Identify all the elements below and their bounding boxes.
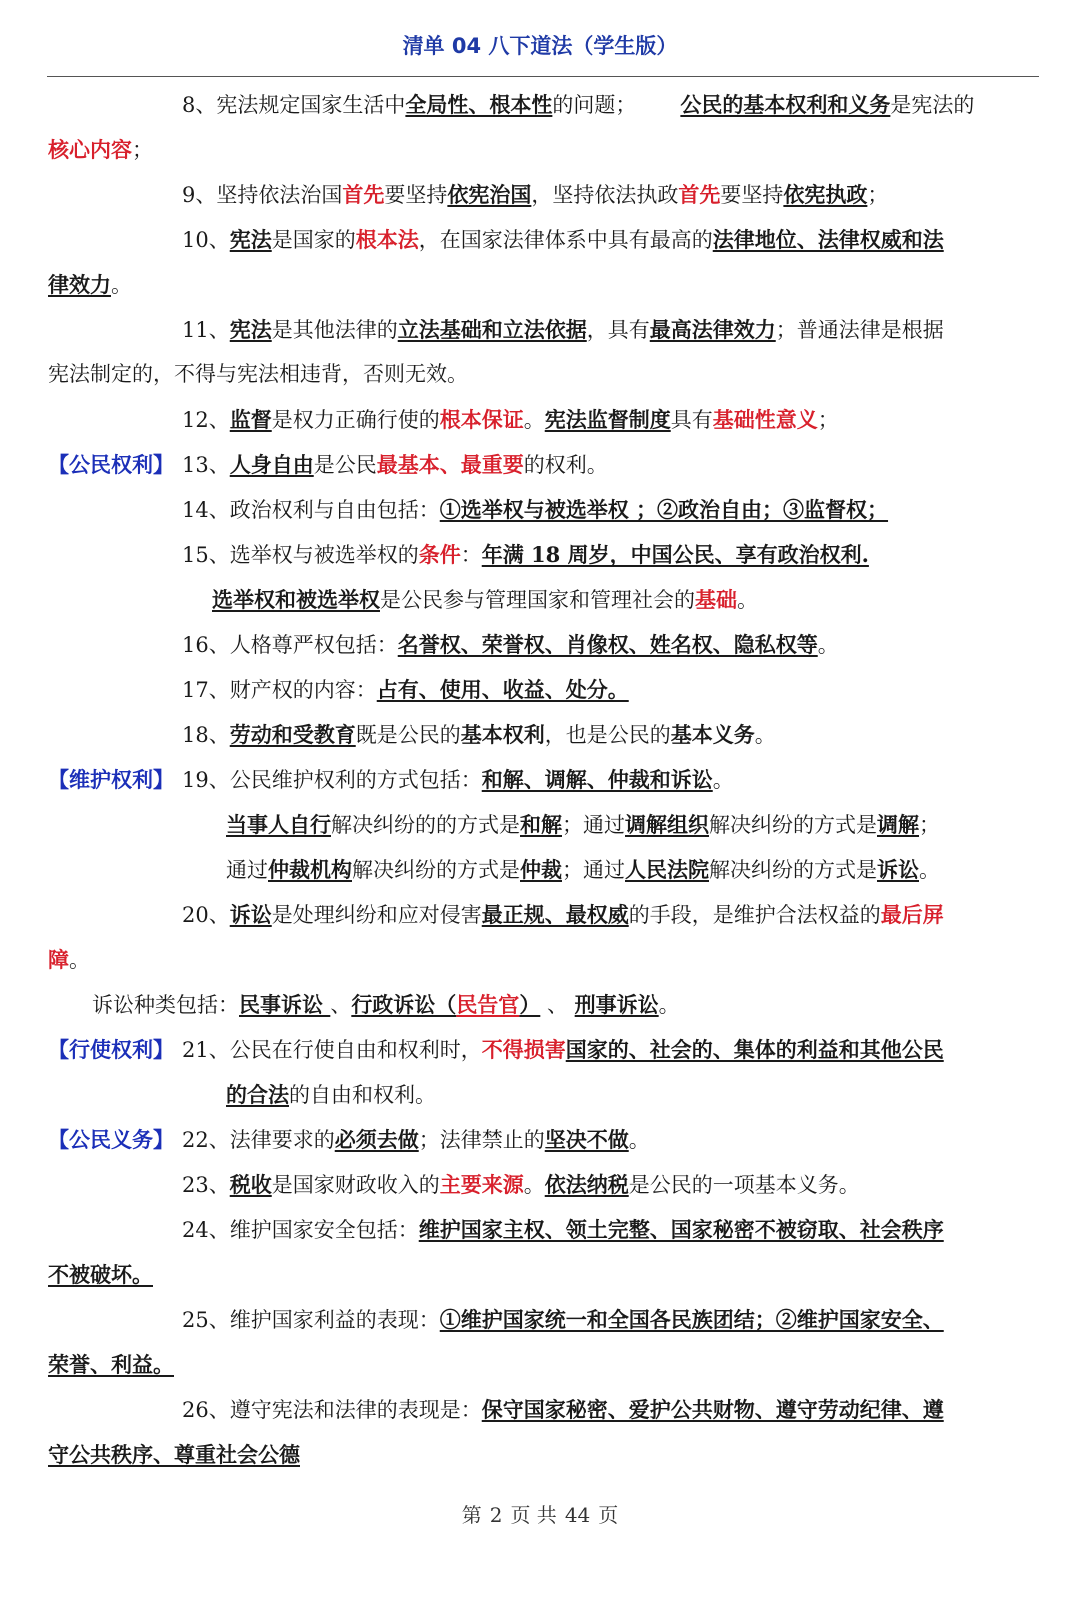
item-22: 【公民义务】 22、法律要求的必须去做；法律禁止的坚决不做。	[48, 1117, 1038, 1162]
page-title: 清单 04 八下道法（学生版）	[402, 34, 678, 58]
item-23: 23、税收是国家财政收入的主要来源。依法纳税是公民的一项基本义务。	[182, 1172, 860, 1197]
item-26-cont: 守公共秩序、尊重社会公德	[48, 1442, 300, 1467]
header-rule	[47, 76, 1039, 77]
item-24: 24、维护国家安全包括：维护国家主权、领土完整、国家秘密不被窃取、社会秩序	[182, 1217, 944, 1242]
item-20: 20、诉讼是处理纠纷和应对侵害最正规、最权威的手段，是维护合法权益的最后屏	[182, 902, 944, 927]
item-9: 9、坚持依法治国首先要坚持依宪治国，坚持依法执政首先要坚持依宪执政；	[182, 182, 889, 207]
item-25: 25、维护国家利益的表现：①维护国家统一和全国各民族团结；②维护国家安全、	[182, 1307, 944, 1332]
item-15-cont: 选举权和被选举权是公民参与管理国家和管理社会的基础。	[212, 587, 758, 612]
item-8: 8、宪法规定国家生活中全局性、根本性的问题； 公民的基本权利和义务是宪法的	[182, 92, 975, 117]
section-tag-exercise: 【行使权利】	[48, 1037, 174, 1062]
item-20-cont: 障。	[48, 947, 90, 972]
item-19-cont-1: 当事人自行解决纠纷的的方式是和解；通过调解组织解决纠纷的方式是调解；	[226, 812, 940, 837]
item-8-cont: 核心内容；	[48, 137, 153, 162]
item-19-cont-2: 通过仲裁机构解决纠纷的方式是仲裁；通过人民法院解决纠纷的方式是诉讼。	[226, 857, 940, 882]
item-21: 【行使权利】 21、公民在行使自由和权利时，不得损害国家的、社会的、集体的利益和其他公民	[48, 1027, 1038, 1072]
item-14: 14、政治权利与自由包括：①选举权与被选举权 ；②政治自由；③监督权；	[182, 497, 889, 522]
item-10-cont: 律效力。	[48, 272, 132, 297]
item-21-cont: 的合法的自由和权利。	[226, 1082, 436, 1107]
item-20-lawsuit-types: 诉讼种类包括：民事诉讼 、行政诉讼（民告官） 、 刑事诉讼。	[92, 992, 680, 1017]
page-total: 44	[564, 1503, 591, 1527]
item-11: 11、宪法是其他法律的立法基础和立法依据，具有最高法律效力；普通法律是根据	[182, 317, 944, 342]
section-tag-protect: 【维护权利】	[48, 767, 174, 792]
item-12: 12、监督是权力正确行使的根本保证。宪法监督制度具有基础性意义；	[182, 407, 839, 432]
item-19: 【维护权利】 19、公民维护权利的方式包括：和解、调解、仲裁和诉讼。	[48, 757, 1038, 802]
item-13: 【公民权利】 13、人身自由是公民最基本、最重要的权利。	[48, 442, 1038, 487]
page-number: 2	[489, 1503, 503, 1527]
page-footer: 第 2 页 共 44 页	[461, 1503, 619, 1527]
item-17: 17、财产权的内容：占有、使用、收益、处分。	[182, 677, 629, 702]
item-24-cont: 不被破坏。	[48, 1262, 153, 1287]
item-26: 26、遵守宪法和法律的表现是：保守国家秘密、爱护公共财物、遵守劳动纪律、遵	[182, 1397, 944, 1422]
item-11-cont: 宪法制定的，不得与宪法相违背，否则无效。	[48, 362, 468, 386]
section-tag-duties: 【公民义务】	[48, 1127, 174, 1152]
item-25-cont: 荣誉、利益。	[48, 1352, 174, 1377]
section-tag-rights: 【公民权利】	[48, 452, 174, 477]
item-18: 18、劳动和受教育既是公民的基本权利，也是公民的基本义务。	[182, 722, 776, 747]
item-15: 15、选举权与被选举权的条件：年满 18 周岁，中国公民、享有政治权利.	[182, 542, 869, 567]
document-body	[48, 82, 1038, 1477]
item-16: 16、人格尊严权包括：名誉权、荣誉权、肖像权、姓名权、隐私权等。	[182, 632, 839, 657]
item-10: 10、宪法是国家的根本法，在国家法律体系中具有最高的法律地位、法律权威和法	[182, 227, 944, 252]
